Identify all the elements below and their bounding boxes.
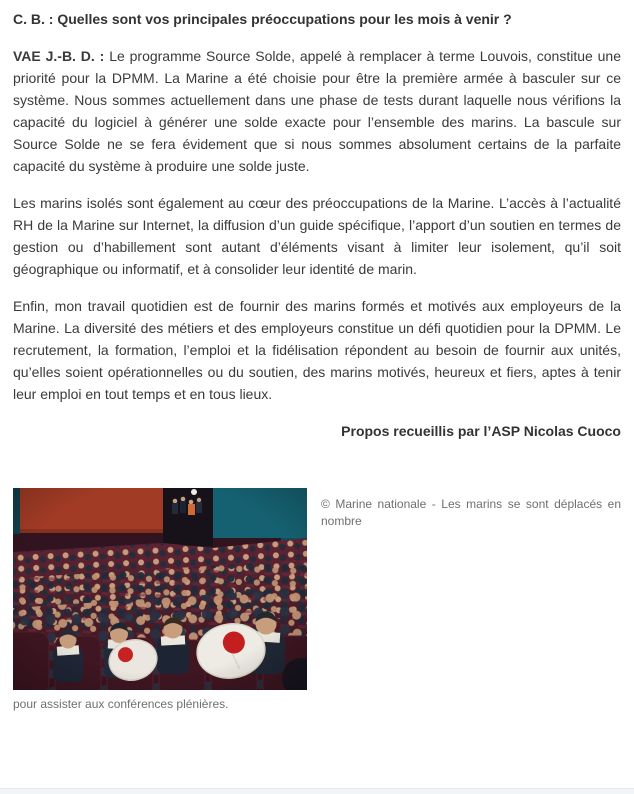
answer-paragraph-text: Le programme Source Solde, appelé à remplacer à terme Louvois, constitue une priorité pour la DPMM. La Marine a été choisie pour être la première armée à basculer sur ce système. Nous sommes actuellement dans une phase de tests durant laquelle nous vérifions la capacité du logiciel à générer une solde exacte pour l’ensemble des marins. La bascule sur Source Solde ne se fera évidement que si nous sommes absolument certains de la parfaite capacité du système à produire une solde juste. [13,48,622,174]
photo-caption-continuation: pour assister aux conférences plénières. [13,697,229,711]
answer-paragraph [13,295,621,405]
page-bottom-strip [0,788,634,794]
question-speaker-label: C. B. : [13,11,54,27]
photo-figure [13,488,621,712]
answer-paragraph [13,192,621,280]
answer-paragraph [13,45,621,177]
audience-photo-image [13,488,307,690]
interview-question [13,8,621,30]
answer-paragraph-text: Enfin, mon travail quotidien est de fournir des marins formés et motivés aux employeurs de la Marine. La diversité des métiers et des employeurs constitue un défi quotidien pour la DPMM. Le recrutement, la formation, l’emploi et la fidélisation répondent au besoin de fournir aux unités, qu’elles soient opérationnelles ou du soutien, des marins motivés, heureux et fiers, aptes à tenir leur emploi en tout temps et en tous lieux. [13,298,621,402]
answer-speaker-label: VAE J.-B. D. : [13,48,105,64]
question-text: Quelles sont vos principales préoccupations pour les mois à venir ? [57,11,512,27]
photo-credit-caption: © Marine nationale - Les marins se sont déplacés en nombre [321,497,621,528]
photo-row [13,488,621,690]
answer-paragraph-text: Les marins isolés sont également au cœur des préoccupations de la Marine. L’accès à l’actualité RH de la Marine sur Internet, la diffusion d’un guide spécifique, l’apport d’un soutien en termes de gestion ou d’habillement sont autant d’éléments visant à limiter leur isolement, qu’il soit géographique ou informatif, et à consolider leur identité de marin. [13,195,621,277]
byline: Propos recueillis par l’ASP Nicolas Cuoco [341,423,621,439]
